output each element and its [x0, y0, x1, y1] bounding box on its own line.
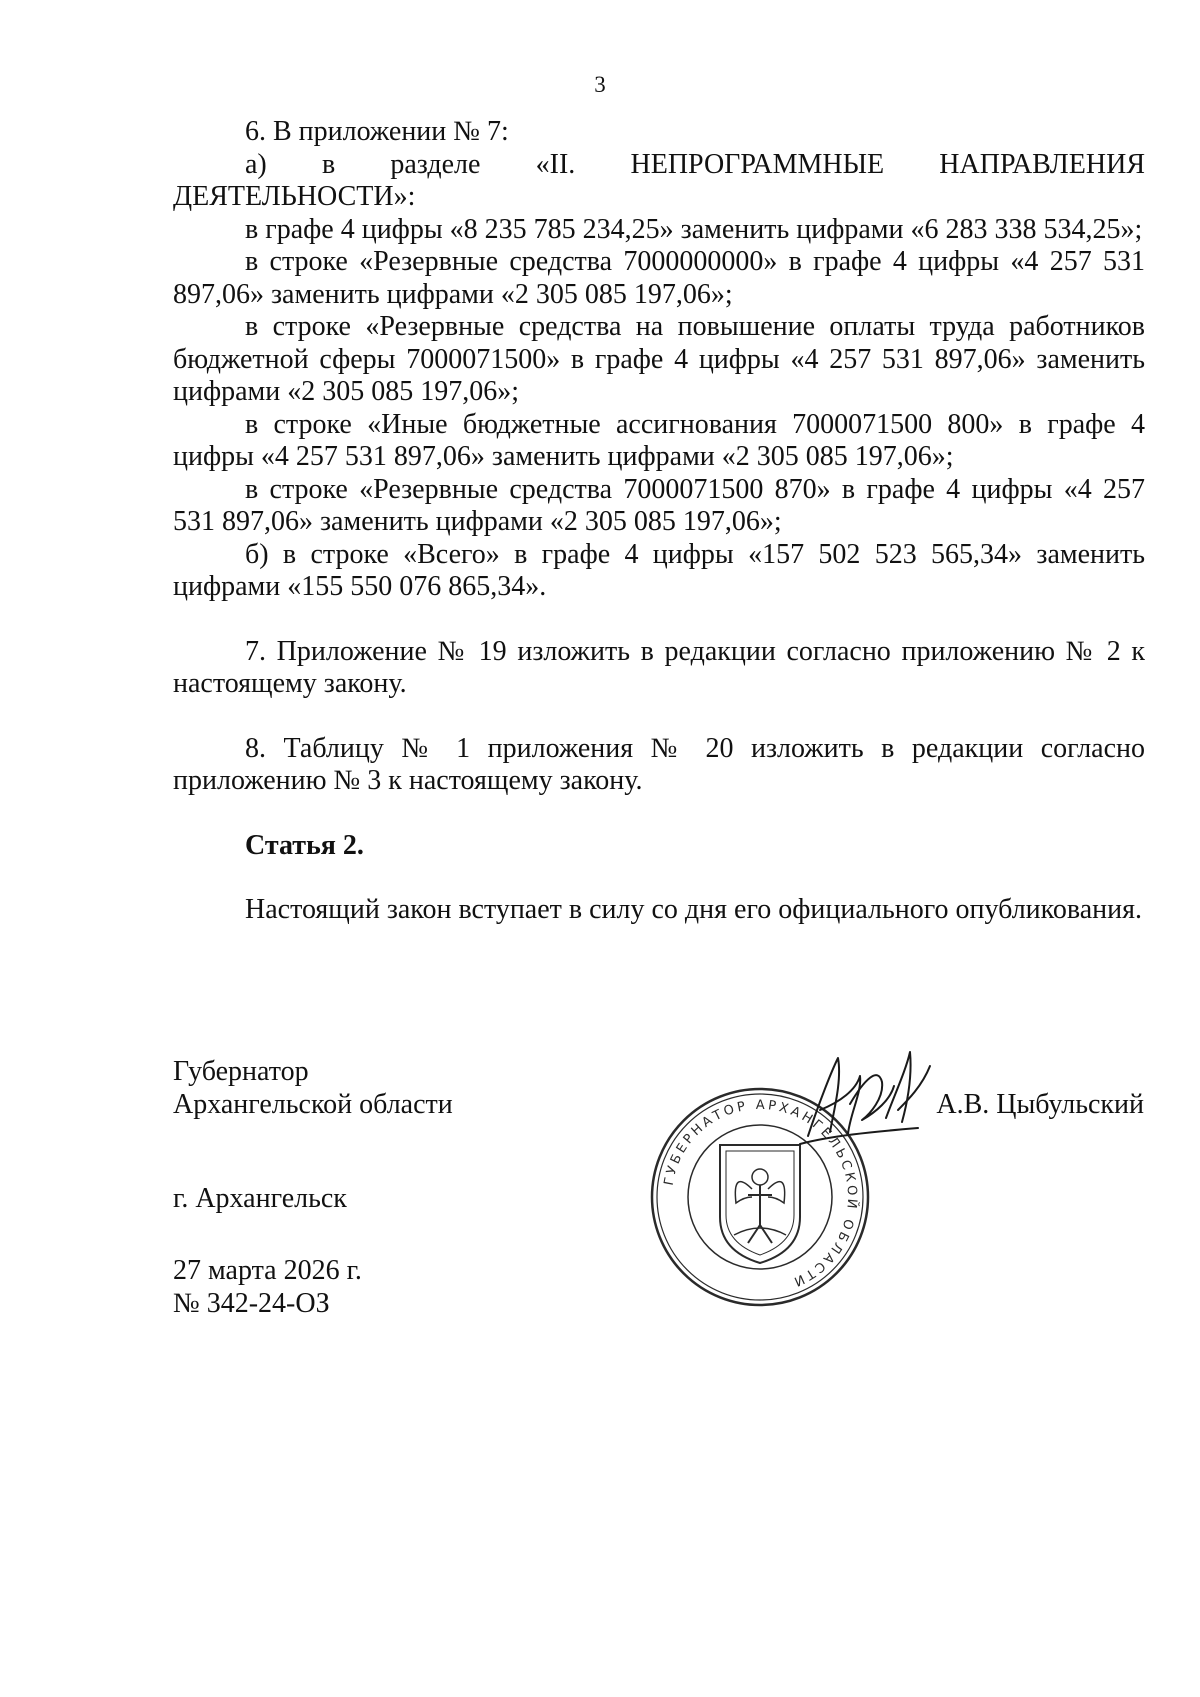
signatory-position-line2: Архангельской области — [173, 1088, 453, 1120]
date-and-number — [173, 1255, 362, 1320]
paragraph-6a-item-5: в строке «Резервные средства 7000071500 870» в графе 4 цифры «4 257 531 897,06» заменить цифрами «2 305 085 197,06»; — [173, 473, 1145, 537]
signatory-position-line1: Губернатор — [173, 1056, 309, 1087]
signing-place: г. Архангельск — [173, 1183, 347, 1214]
article-2-text: Настоящий закон вступает в силу со дня его официального опубликования. — [245, 894, 1142, 925]
signatory-position — [173, 1056, 453, 1121]
paragraph-6a-item-3: в строке «Резервные средства на повышение оплаты труда работников бюджетной сферы 7000071500» в графе 4 цифры «4 257 531 897,06» заменить цифрами «2 305 085 197,06»; — [173, 311, 1145, 407]
paragraph-6a-item-2: в строке «Резервные средства 7000000000» в графе 4 цифры «4 257 531 897,06» заменить цифрами «2 305 085 197,06»; — [173, 246, 1145, 310]
signatory-name: А.В. Цыбульский — [936, 1089, 1144, 1120]
page-number: 3 — [594, 72, 606, 97]
handwritten-signature-icon — [790, 1040, 940, 1160]
svg-text:ГУБЕРНАТОР АРХАНГЕЛЬСКОЙ ОБЛАС: ГУБЕРНАТОР АРХАНГЕЛЬСКОЙ ОБЛАСТИ — [661, 1097, 860, 1290]
paragraph-7: 7. Приложение № 19 изложить в редакции согласно приложению № 2 к настоящему закону. — [173, 635, 1145, 699]
paragraph-6a-item-1: в графе 4 цифры «8 235 785 234,25» заменить цифрами «6 283 338 534,25»; — [245, 213, 1143, 245]
paragraph-6: 6. В приложении № 7: — [245, 116, 509, 147]
law-number: № 342-24-ОЗ — [173, 1287, 330, 1319]
document-body — [173, 116, 1145, 927]
article-2-heading: Статья 2. — [245, 829, 364, 861]
paragraph-6a-item-4: в строке «Иные бюджетные ассигнования 7000071500 800» в графе 4 цифры «4 257 531 897,06» заменить цифрами «2 305 085 197,06»; — [173, 408, 1145, 472]
paragraph-8: 8. Таблицу № 1 приложения № 20 изложить в редакции согласно приложению № 3 к настоящему закону. — [173, 732, 1145, 796]
paragraph-6a: а) в разделе «II. НЕПРОГРАММНЫЕ НАПРАВЛЕНИЯ ДЕЯТЕЛЬНОСТИ»: — [173, 148, 1145, 212]
signing-date: 27 марта 2026 г. — [173, 1255, 362, 1286]
paragraph-6b: б) в строке «Всего» в графе 4 цифры «157 502 523 565,34» заменить цифрами «155 550 076 865,34». — [173, 538, 1145, 602]
